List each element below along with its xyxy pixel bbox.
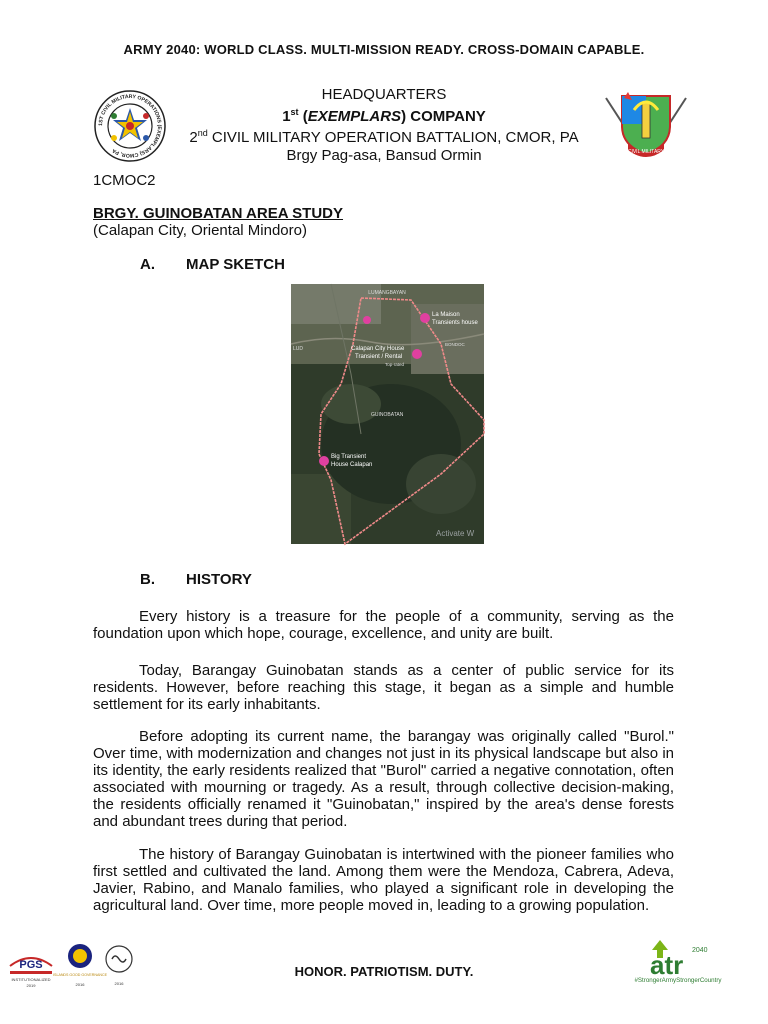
unit-crest-logo [598, 88, 694, 162]
svg-text:BONDOC: BONDOC [445, 342, 465, 347]
document-title: BRGY. GUINOBATAN AREA STUDY [93, 205, 344, 222]
svg-text:ISLANDS GOOD GOVERNANCE: ISLANDS GOOD GOVERNANCE [53, 973, 107, 977]
company-line: 1st (EXEMPLARS) COMPANY [282, 106, 486, 125]
svg-text:Activate W: Activate W [436, 529, 475, 538]
svg-text:La Maison: La Maison [432, 312, 460, 318]
svg-text:2016: 2016 [114, 981, 124, 986]
history-paragraph: The history of Barangay Guinobatan is intertwined with the pioneer families who first settled and cultivated the land. Among them were the Mendoza, Cabrera, Adeva, Javier, Rabino, and Manalo families, who played a significant role in developing the agricultural land. Over time, more people moved in, leading to a growing population. [93, 846, 674, 914]
svg-text:Transients house: Transients house [432, 320, 478, 326]
header-motto: ARMY 2040: WORLD CLASS. MULTI-MISSION READY. CROSS-DOMAIN CAPABLE. [123, 42, 645, 57]
svg-text:LUD: LUD [293, 346, 304, 352]
hq-address: Brgy Pag-asa, Bansud Ormin [286, 146, 482, 164]
history-paragraph: Before adopting its current name, the barangay was originally called "Burol." Over time, with modernization and changes not just in its physical landscape but also in its identity, the early residents realized that "Burol" carried a negative connotation, often associated with mourning or tragedy. As a result, through collective decision-making, the residents officially renamed it "Guinobatan," inspired by the area's dense forests and abundant trees during that period. [93, 728, 674, 830]
atr-2040-logo [626, 938, 730, 984]
headquarters-block [160, 86, 608, 164]
battalion-seal-logo [94, 90, 166, 162]
svg-text:atr: atr [650, 950, 684, 980]
svg-text:CIVIL MILITARY: CIVIL MILITARY [627, 149, 665, 155]
battalion-line: 2nd CIVIL MILITARY OPERATION BATTALION, CMOR, PA [189, 128, 579, 146]
svg-text:2016: 2016 [75, 982, 85, 987]
history-paragraph: Today, Barangay Guinobatan stands as a center of public service for its residents. However, before reaching this stage, it began as a simple and humble settlement for its early inhabitants. [93, 662, 674, 713]
svg-text:Big Transient: Big Transient [331, 454, 367, 460]
svg-text:Calapan City House: Calapan City House [351, 346, 405, 352]
section-a-heading: A. MAP SKETCH [140, 256, 285, 273]
section-b-heading: B. HISTORY [140, 571, 252, 588]
svg-text:PGS: PGS [19, 959, 43, 971]
svg-text:1ST CIVIL MILITARY OPERATIONS: 1ST CIVIL MILITARY OPERATIONS (EXEMPLARS) CMOR, PA [97, 93, 163, 159]
svg-text:2040: 2040 [692, 947, 708, 954]
map-sketch-image [291, 284, 484, 544]
hq-label: HEADQUARTERS [321, 86, 447, 103]
svg-text:2019: 2019 [26, 983, 36, 988]
svg-text:Top-rated: Top-rated [385, 362, 405, 367]
history-paragraph: Every history is a treasure for the people of a community, serving as the foundation upon which hope, courage, excellence, and unity are built. [93, 608, 674, 642]
svg-text:#StrongerArmyStrongerCountry: #StrongerArmyStrongerCountry [634, 977, 722, 984]
svg-text:LUMANGBAYAN: LUMANGBAYAN [368, 290, 406, 296]
svg-text:INSTITUTIONALIZED: INSTITUTIONALIZED [11, 977, 51, 982]
document-code: 1CMOC2 [93, 172, 156, 189]
document-subtitle: (Calapan City, Oriental Mindoro) [93, 222, 307, 239]
svg-text:House Calapan: House Calapan [331, 462, 373, 468]
svg-text:GUINOBATAN: GUINOBATAN [371, 412, 404, 418]
footer-motto: HONOR. PATRIOTISM. DUTY. [294, 964, 474, 979]
svg-text:Transient / Rental: Transient / Rental [355, 354, 403, 360]
